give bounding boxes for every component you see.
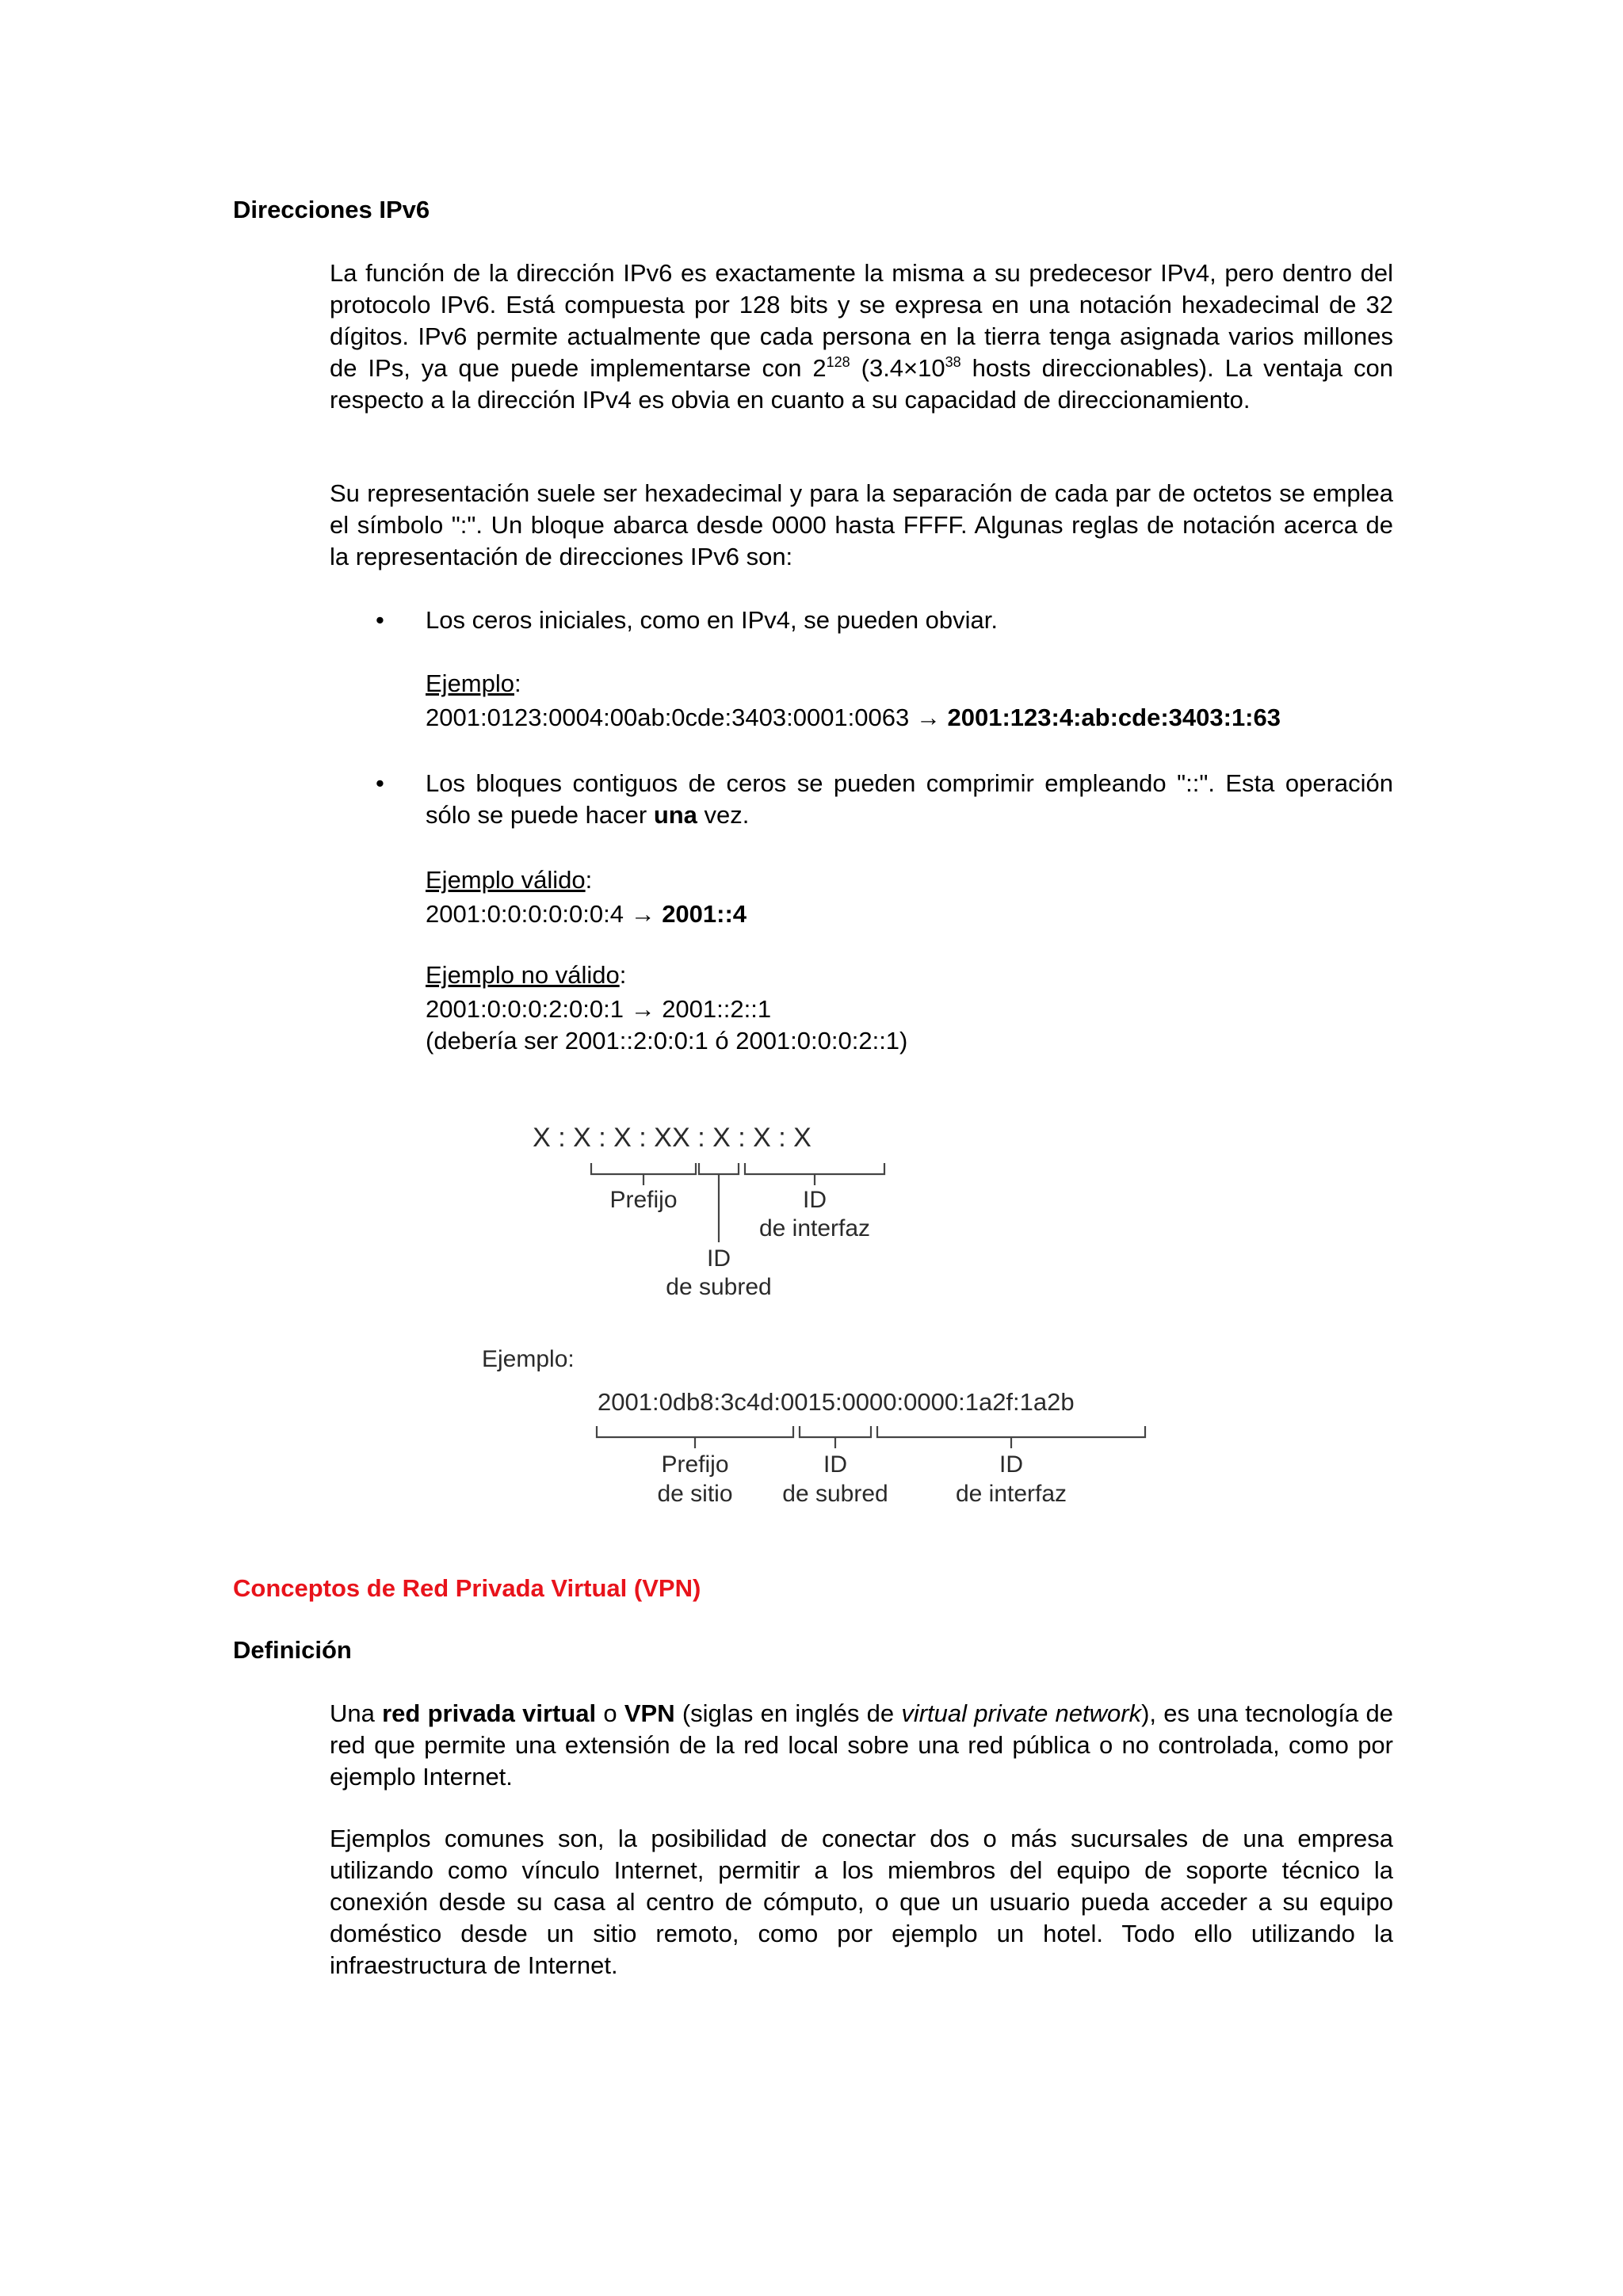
arrow-icon: → (630, 900, 655, 928)
paragraph-text: ), es una tecnología de red que permite una extensión de la red local sobre una red pública o no controlada, como por ejemplo Internet. (330, 1699, 1393, 1791)
example-interface-label-2: de interfaz (955, 1481, 1067, 1507)
colon: : (619, 961, 627, 989)
interface-id-label-2: de interfaz (758, 1215, 871, 1241)
paragraph-vpn-definition (330, 1698, 1393, 1793)
example-subnet-label-2: de subred (782, 1481, 888, 1507)
invalid-example-correction: (debería ser 2001::2:0:0:1 ó 2001:0:0:0:2::1) (426, 1027, 908, 1055)
example-subnet-bracket (800, 1426, 871, 1437)
paragraph-text: o (596, 1699, 624, 1727)
section-heading-vpn: Conceptos de Red Privada Virtual (VPN) (233, 1574, 701, 1602)
subsection-heading-definition: Definición (233, 1636, 352, 1664)
example-label-text: Ejemplo (426, 669, 514, 697)
rule-text: vez. (697, 801, 750, 829)
diagram-example-caption: Ejemplo: (482, 1346, 575, 1372)
paragraph-text: Una (330, 1699, 383, 1727)
site-prefix-label-2: de sitio (657, 1481, 733, 1507)
ipv6-structure-diagram (444, 1109, 1189, 1521)
arrow-icon: → (630, 995, 655, 1023)
paragraph-ipv6-function (330, 257, 1393, 416)
section-heading-ipv6: Direcciones IPv6 (233, 196, 430, 223)
example-interface-bracket (877, 1426, 1145, 1437)
address-format-right: X : X : X : X (672, 1123, 812, 1153)
address-invalid: 2001::2::1 (662, 995, 772, 1023)
term-italic: virtual private network (901, 1699, 1142, 1727)
paragraph-text: (siglas en inglés de (674, 1699, 902, 1727)
prefix-bracket (591, 1163, 696, 1174)
example-label (426, 668, 521, 700)
arrow-icon: → (915, 704, 941, 731)
prefix-label: Prefijo (609, 1187, 678, 1213)
paragraph-text: La función de la dirección IPv6 es exactamente la misma a su predecesor IPv4, pero dentro del protocolo IPv6. Está compuesta por 128 bits y se expresa en una notación hexadecimal de 32 dígitos. IPv6 permite actualmente que cada persona en la tierra tenga asignada varios millones de IPs, ya que puede implementarse con 2 (330, 259, 1393, 382)
invalid-example-label-text: Ejemplo no válido (426, 961, 620, 989)
interface-bracket (745, 1163, 884, 1174)
paragraph-text: hosts direccionables). La ventaja con respecto a la dirección IPv4 es obvia en cuanto a su capacidad de direccionamiento. (330, 354, 1393, 414)
paragraph-text: (3.4×10 (850, 354, 945, 382)
paragraph-ipv6-representation: Su representación suele ser hexadecimal y para la separación de cada par de octetos se emplea el símbolo ":". Un bloque abarca desde 0000 hasta FFFF. Algunas reglas de notación acerca de la representación de direcciones IPv6 son: (330, 479, 1393, 570)
invalid-example-label (426, 959, 626, 991)
interface-id-label-1: ID (803, 1187, 827, 1213)
example-leading-zeros (426, 702, 1281, 734)
subnet-bracket (699, 1163, 739, 1174)
rule-text: Los bloques contiguos de ceros se pueden comprimir empleando "::". Esta operación sólo se puede hacer (426, 769, 1393, 829)
example-interface-label-1: ID (999, 1451, 1023, 1478)
subnet-id-label-2: de subred (666, 1274, 772, 1300)
diagram-example-address: 2001:0db8:3c4d:0015:0000:0000:1a2f:1a2b (598, 1388, 1075, 1416)
valid-example (426, 898, 747, 930)
rule-emphasis: una (653, 801, 697, 829)
colon: : (514, 669, 521, 697)
invalid-example (426, 994, 771, 1025)
valid-example-label-text: Ejemplo válido (426, 866, 586, 894)
term-bold: red privada virtual (382, 1699, 597, 1727)
address-format-left: X : X : X : X (533, 1123, 672, 1153)
address-original: 2001:0:0:0:2:0:0:1 (426, 995, 624, 1023)
example-subnet-label-1: ID (823, 1451, 847, 1478)
valid-example-label (426, 864, 592, 896)
bullet-icon: • (376, 606, 384, 634)
rule-leading-zeros: Los ceros iniciales, como en IPv4, se pueden obviar. (426, 606, 999, 634)
bullet-icon: • (376, 769, 384, 797)
paragraph-vpn-examples: Ejemplos comunes son, la posibilidad de conectar dos o más sucursales de una empresa utilizando como vínculo Internet, permitir a los miembros del equipo de soporte técnico la conexión desde su casa al centro de cómputo, o que un usuario pueda acceder a su equipo doméstico desde un sitio remoto, como por ejemplo un hotel. Todo ello utilizando la infraestructura de Internet. (330, 1825, 1393, 1979)
address-original: 2001:0:0:0:0:0:0:4 (426, 900, 624, 928)
site-prefix-label-1: Prefijo (661, 1451, 729, 1478)
superscript-exponent: 38 (945, 354, 961, 370)
colon: : (585, 866, 593, 894)
term-bold: VPN (624, 1699, 675, 1727)
site-prefix-bracket (597, 1426, 793, 1437)
superscript-exponent: 128 (826, 354, 850, 370)
address-compressed: 2001::4 (662, 900, 747, 928)
address-original: 2001:0123:0004:00ab:0cde:3403:0001:0063 (426, 704, 910, 731)
rule-zero-compression (426, 768, 1393, 831)
address-compressed: 2001:123:4:ab:cde:3403:1:63 (947, 704, 1281, 731)
subnet-id-label-1: ID (707, 1245, 731, 1272)
